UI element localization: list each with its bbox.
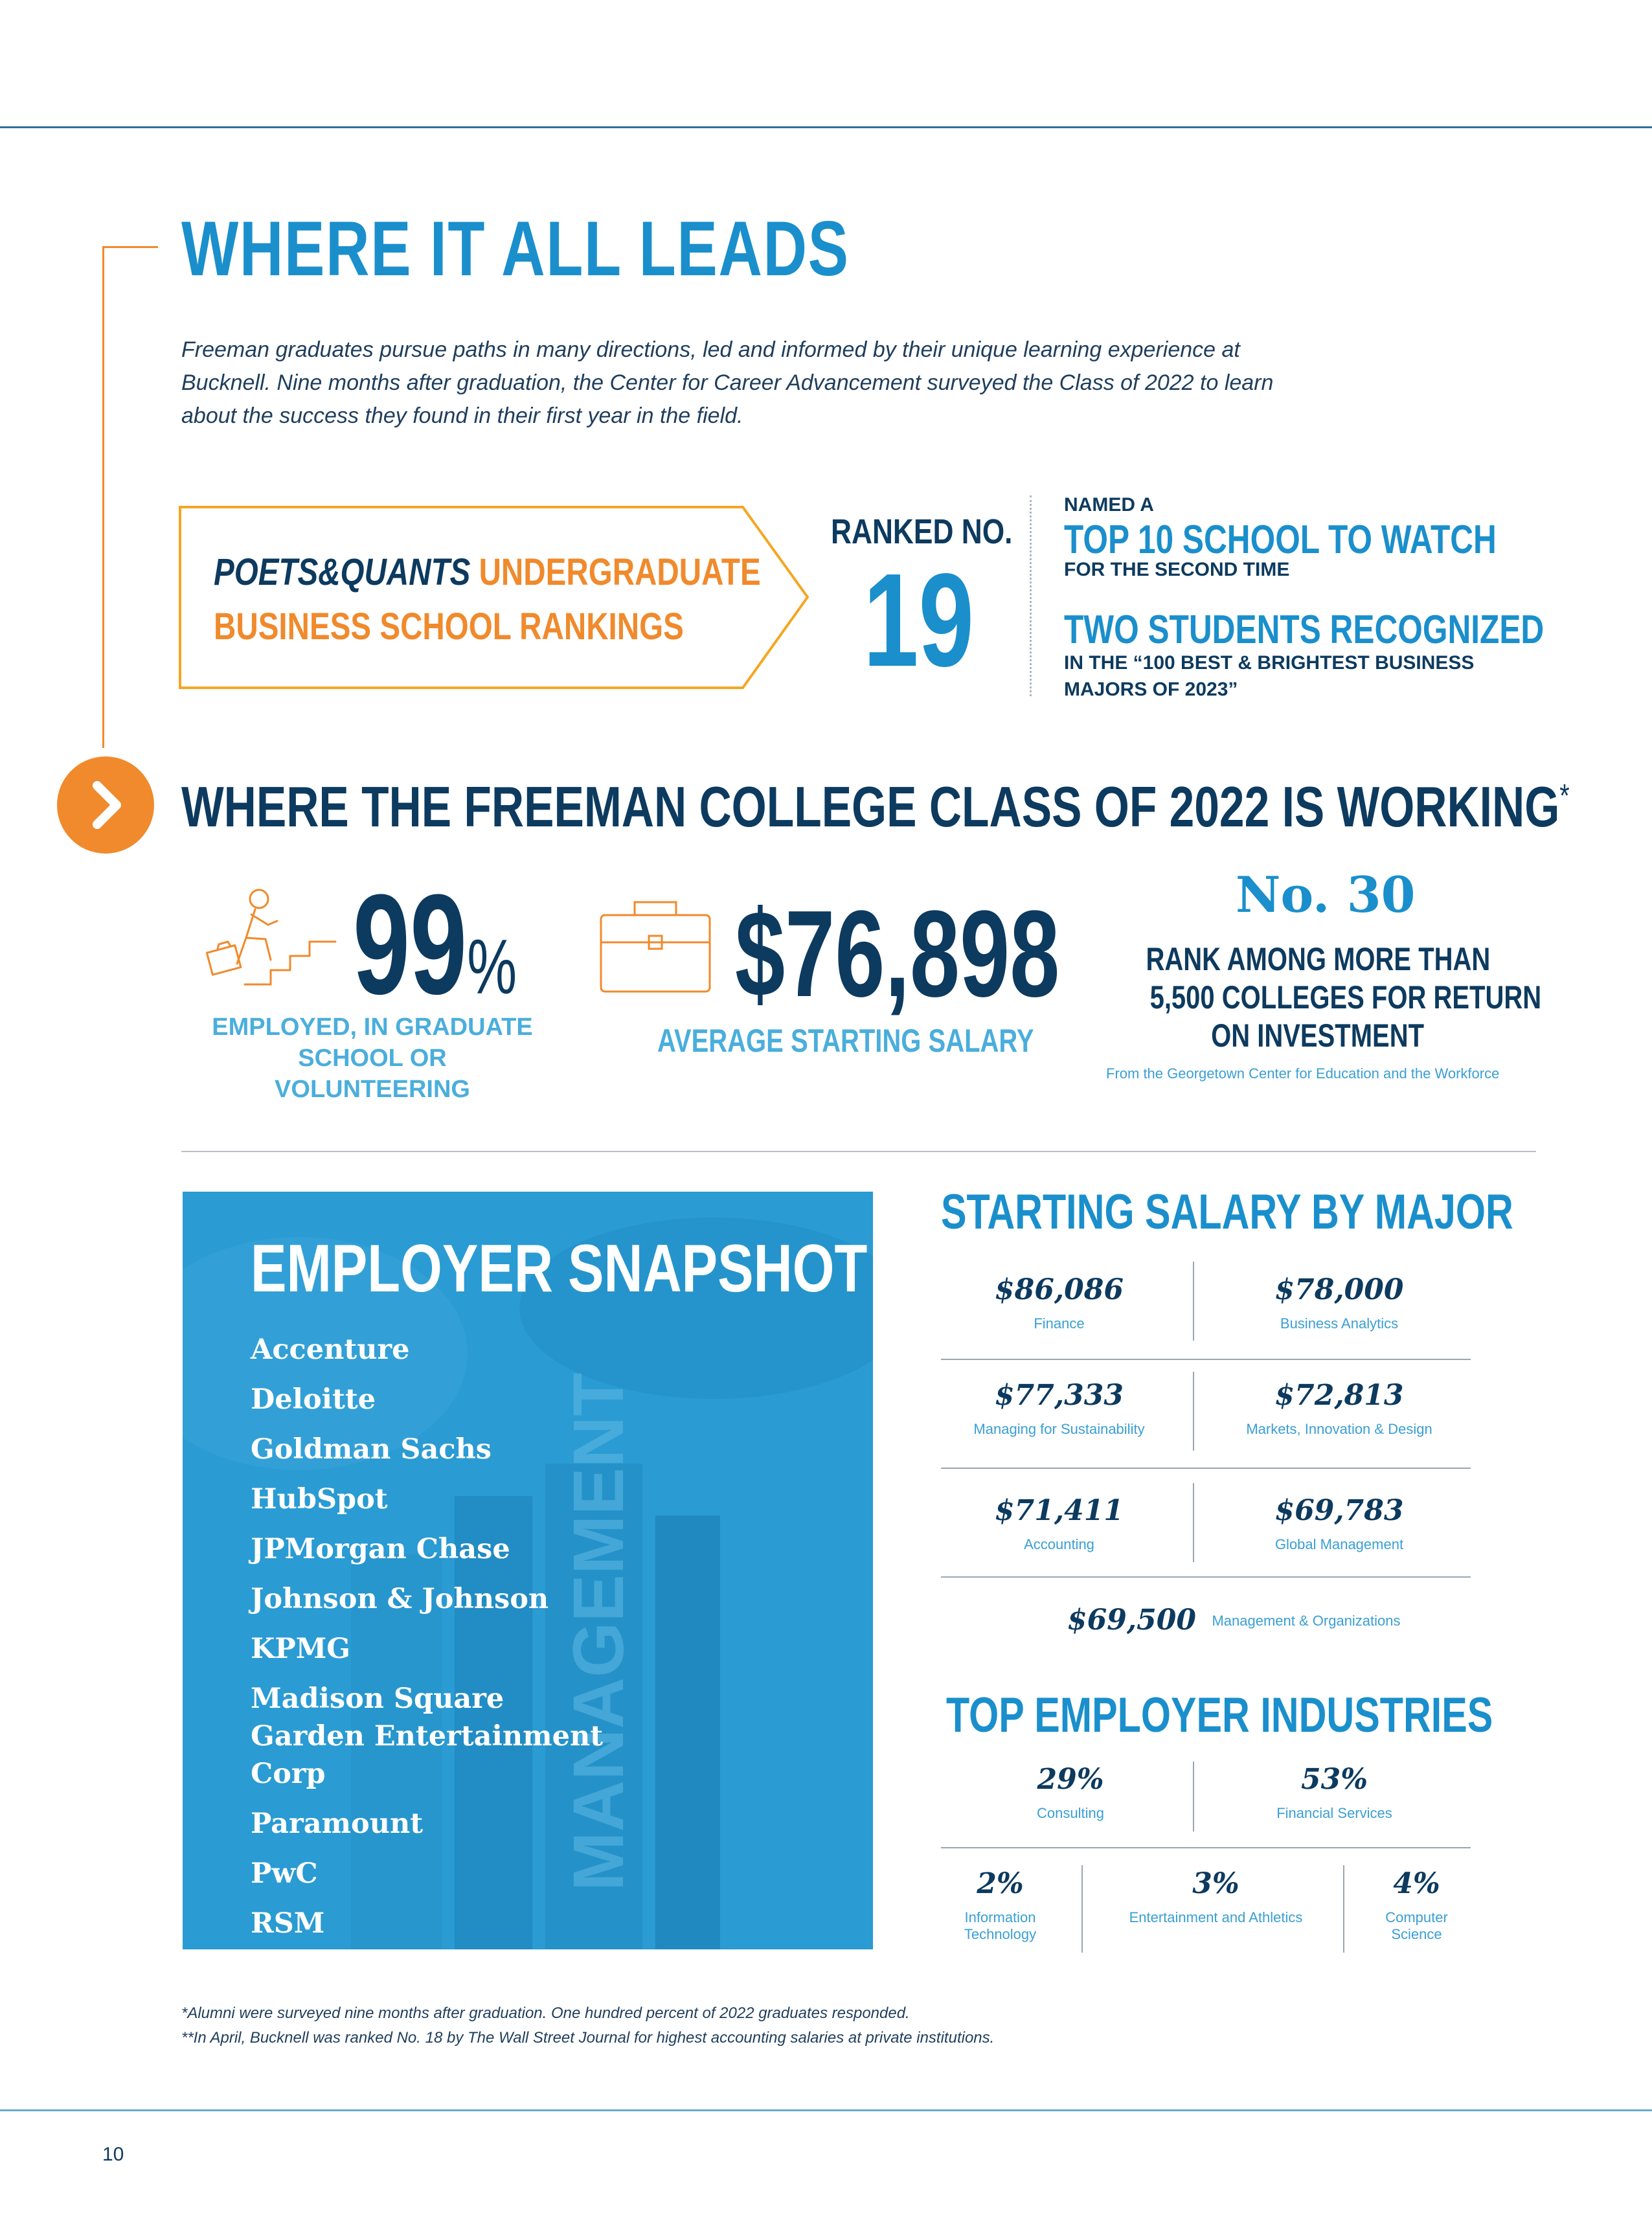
grid-divider <box>941 1847 1471 1848</box>
industry-cell <box>1088 1867 1344 1926</box>
bracket-line <box>102 246 158 248</box>
two-students-headline: TWO STUDENTS RECOGNIZED <box>1064 607 1545 652</box>
employer-item: KPMG <box>251 1633 351 1665</box>
major-salary: $71,411 <box>994 1494 1124 1527</box>
average-salary: $76,898 <box>735 885 1060 1023</box>
banner-line2: BUSINESS SCHOOL RANKINGS <box>214 606 684 648</box>
industry-percent: 3% <box>1192 1867 1239 1900</box>
major-label: Managing for Sustainability <box>973 1421 1145 1437</box>
employed-value: 99 <box>353 865 468 1024</box>
top10-headline: TOP 10 SCHOOL TO WATCH <box>1064 517 1497 562</box>
best-brightest: IN THE “100 BEST & BRIGHTEST BUSINESS MAJORS OF 2023” <box>1064 652 1475 700</box>
banner-line1: UNDERGRADUATE <box>479 551 761 593</box>
major-label: Management & Organizations <box>1212 1613 1401 1629</box>
industry-cell <box>941 1763 1200 1822</box>
grid-divider <box>941 1468 1471 1469</box>
industry-cell <box>941 1867 1059 1943</box>
climbing-stairs-icon <box>206 887 342 991</box>
major-cell <box>941 1379 1177 1438</box>
major-cell <box>1067 1604 1401 1637</box>
industry-label: Financial Services <box>1276 1805 1392 1821</box>
grid-divider <box>1193 1483 1194 1562</box>
named-a: NAMED A <box>1064 494 1154 516</box>
section-title-text: WHERE THE FREEMAN COLLEGE CLASS OF 2022 IS WORKING <box>181 775 1560 839</box>
major-cell <box>1194 1379 1485 1438</box>
industry-cell <box>1194 1763 1475 1822</box>
page-number: 10 <box>102 2144 124 2165</box>
spine-text: MANAGEMENT <box>559 1372 639 1891</box>
page-title: WHERE IT ALL LEADS <box>181 205 850 292</box>
grid-divider <box>1343 1865 1344 1953</box>
industry-percent: 53% <box>1300 1763 1368 1796</box>
grid-divider <box>941 1576 1471 1578</box>
industry-label: Information Technology <box>964 1909 1037 1942</box>
industry-label: Consulting <box>1037 1805 1104 1821</box>
major-salary: $86,086 <box>994 1273 1124 1306</box>
footnotes <box>181 2001 994 2050</box>
employer-item: HubSpot <box>251 1483 388 1515</box>
roi-line: 5,500 COLLEGES FOR RETURN <box>1149 979 1542 1015</box>
employer-item: PwC <box>251 1857 318 1890</box>
footnote: **In April, Bucknell was ranked No. 18 by The Wall Street Journal for highest accounting salaries at private institutions. <box>181 2029 995 2047</box>
employed-stat <box>353 865 517 1024</box>
grid-divider <box>941 1359 1471 1360</box>
employer-item: Paramount <box>251 1808 424 1840</box>
industry-percent: 4% <box>1393 1867 1440 1900</box>
chevron-right-icon <box>57 756 154 854</box>
major-salary: $72,813 <box>1274 1379 1404 1412</box>
industry-cell <box>1366 1867 1467 1943</box>
employer-snapshot-panel <box>183 1192 873 1949</box>
employer-item: Goldman Sachs <box>251 1433 492 1466</box>
major-label: Business Analytics <box>1280 1315 1399 1332</box>
bracket-line-vertical <box>102 246 104 748</box>
snapshot-title: EMPLOYER SNAPSHOT <box>251 1231 868 1306</box>
briefcase-icon <box>597 897 714 997</box>
industries-title: TOP EMPLOYER INDUSTRIES <box>946 1688 1493 1743</box>
employer-item: Madison Square Garden Entertainment Corp <box>251 1683 604 1790</box>
grid-divider <box>1193 1262 1194 1341</box>
major-label: Global Management <box>1274 1536 1404 1552</box>
salary-by-major-title: STARTING SALARY BY MAJOR <box>941 1185 1513 1240</box>
major-salary: $69,500 <box>1067 1604 1197 1637</box>
section-divider <box>181 1151 1536 1152</box>
grid-divider <box>1193 1762 1194 1832</box>
percent-sign: % <box>467 924 517 1010</box>
asterisk: * <box>1559 777 1570 814</box>
major-salary: $69,783 <box>1274 1494 1404 1527</box>
major-cell <box>1194 1273 1485 1332</box>
footnote: *Alumni were surveyed nine months after graduation. One hundred percent of 2022 graduates responded. <box>181 2004 910 2022</box>
grid-divider <box>1081 1865 1083 1953</box>
roi-rank: No. 30 <box>1236 866 1416 924</box>
dotted-divider <box>1030 495 1032 696</box>
major-salary: $78,000 <box>1274 1273 1404 1306</box>
major-cell <box>1194 1494 1485 1553</box>
roi-line: ON INVESTMENT <box>1211 1017 1425 1054</box>
major-salary: $77,333 <box>994 1379 1124 1412</box>
roi-source: From the Georgetown Center for Education and the Workforce <box>1106 1065 1500 1082</box>
employer-item: RSM <box>251 1907 325 1940</box>
second-time: FOR THE SECOND TIME <box>1064 559 1290 580</box>
employed-caption: EMPLOYED, IN GRADUATE SCHOOL OR VOLUNTEERING <box>212 1014 533 1103</box>
major-label: Finance <box>1034 1315 1085 1332</box>
intro-paragraph: Freeman graduates pursue paths in many directions, led and informed by their unique learning experience at Bucknell. Nine months after graduation, the Center for Career Advancement surveyed the Class of 2022 to learn about the success they found in their first year in the field. <box>181 337 1274 428</box>
poets-quants-brand: POETS&QUANTS <box>214 551 471 593</box>
employer-item: JPMorgan Chase <box>251 1533 510 1565</box>
roi-text <box>1101 940 1542 1055</box>
industry-label: Entertainment and Athletics <box>1129 1909 1303 1925</box>
employer-item: Deloitte <box>251 1383 376 1416</box>
ranked-number: 19 <box>863 546 975 694</box>
section-title <box>181 774 1570 840</box>
employer-item: Johnson & Johnson <box>251 1583 549 1615</box>
roi-line: RANK AMONG MORE THAN <box>1146 941 1490 977</box>
employer-item: Accenture <box>251 1333 410 1366</box>
salary-caption: AVERAGE STARTING SALARY <box>657 1023 1034 1059</box>
grid-divider <box>1193 1372 1194 1451</box>
major-cell <box>941 1273 1177 1332</box>
ranked-label: RANKED NO. <box>831 512 1013 551</box>
top-rule <box>0 126 1652 128</box>
banner-text <box>214 545 761 654</box>
major-cell <box>941 1494 1177 1553</box>
industry-label: Computer Science <box>1385 1909 1448 1942</box>
industry-percent: 2% <box>977 1867 1024 1900</box>
employer-list <box>251 1331 833 1949</box>
major-label: Markets, Innovation & Design <box>1246 1421 1432 1437</box>
major-label: Accounting <box>1024 1536 1094 1552</box>
bottom-rule <box>0 2109 1652 2111</box>
industry-percent: 29% <box>1037 1763 1104 1796</box>
